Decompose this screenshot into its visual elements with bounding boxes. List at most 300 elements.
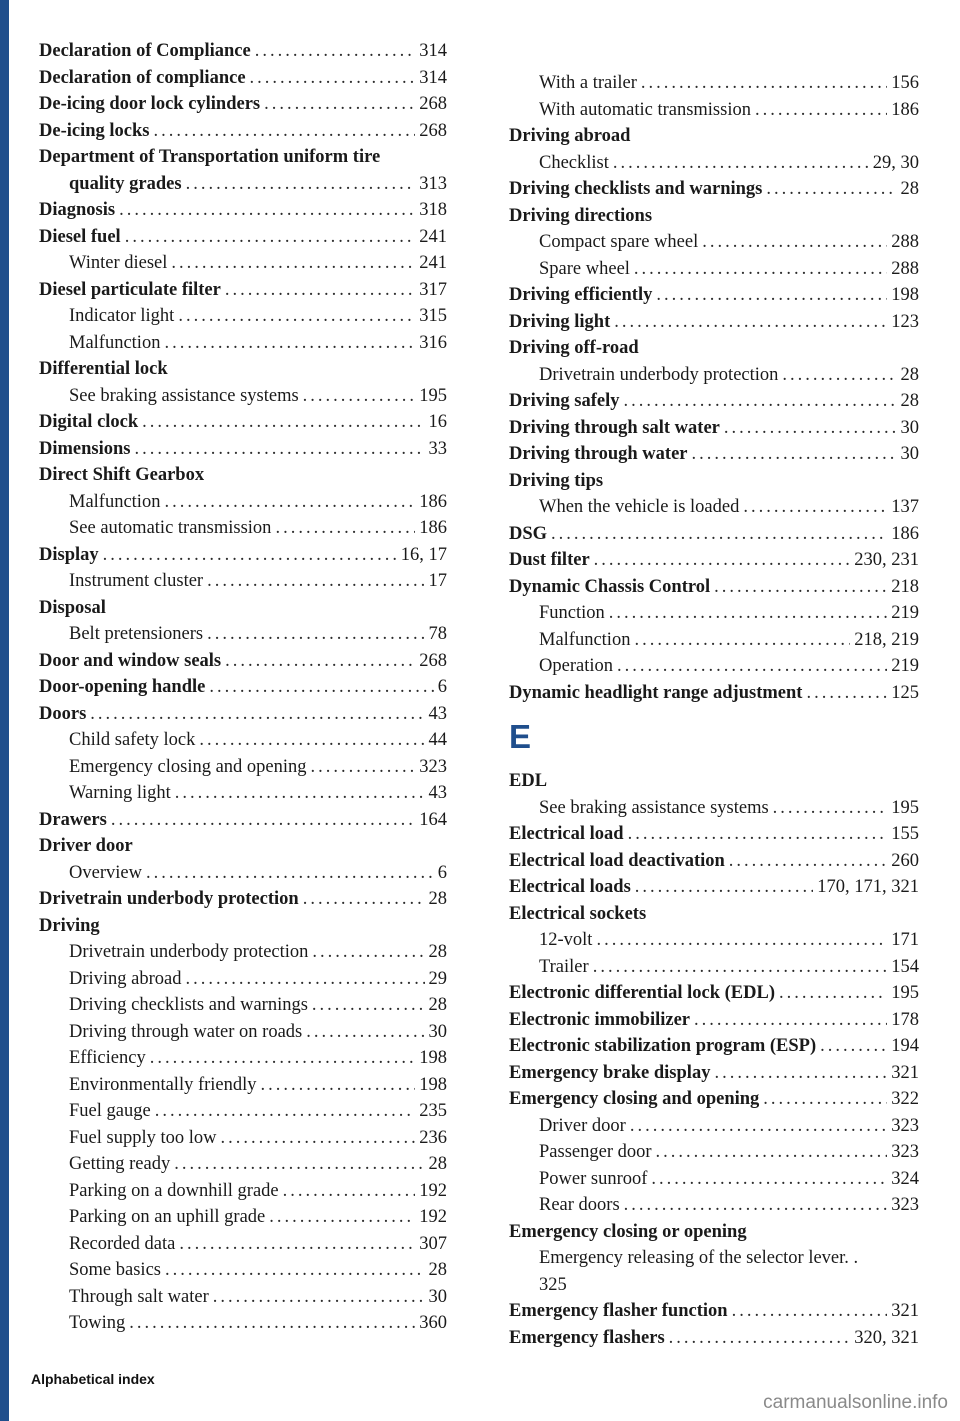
index-entry-label: Driving abroad — [69, 968, 182, 989]
index-entry-pages: 322 — [891, 1089, 919, 1109]
index-entry-pages: 230, 231 — [854, 550, 919, 570]
index-entry-label: Warning light — [69, 783, 171, 803]
index-entry — [39, 886, 447, 913]
index-entry-pages: 156 — [891, 73, 919, 93]
index-entry-label: Emergency closing or opening — [509, 1221, 747, 1242]
index-entry — [509, 901, 919, 928]
index-entry-label: Fuel gauge — [69, 1101, 151, 1121]
index-entry-label: Malfunction — [539, 629, 631, 650]
index-entry — [509, 980, 919, 1007]
dot-leader — [146, 860, 434, 887]
index-entry-pages: 320, 321 — [854, 1327, 919, 1348]
index-entry-pages: 268 — [419, 650, 447, 671]
index-entry-pages: 360 — [419, 1313, 447, 1333]
dot-leader — [623, 388, 896, 415]
index-entry — [39, 38, 447, 65]
dot-leader — [150, 1045, 416, 1072]
index-entry-label: Instrument cluster — [69, 571, 204, 591]
index-entry — [39, 118, 447, 145]
index-entry — [509, 848, 919, 875]
index-entry-pages: 236 — [419, 1127, 447, 1148]
dot-leader — [207, 568, 424, 595]
index-entry — [509, 335, 919, 362]
index-entry-pages: 218, 219 — [854, 629, 919, 650]
index-entry-pages: 28 — [900, 364, 919, 385]
index-entry-label: Driving directions — [509, 205, 653, 226]
page-footer: Alphabetical index — [31, 1371, 155, 1387]
dot-leader — [609, 600, 887, 627]
index-entry-label: With a trailer — [539, 73, 637, 93]
index-column-left — [39, 38, 447, 1337]
dot-leader — [119, 197, 415, 224]
index-entry-pages: 16 — [428, 412, 447, 432]
index-entry-pages: 198 — [419, 1048, 447, 1068]
dot-leader — [669, 1325, 851, 1352]
dot-leader — [179, 1231, 415, 1258]
index-entry — [39, 197, 447, 224]
index-entry-label: Differential lock — [39, 359, 168, 379]
dot-leader — [175, 780, 425, 807]
index-entry-label: quality grades — [69, 173, 182, 194]
index-entry-pages: 6 — [437, 862, 447, 883]
index-entry-pages: 155 — [891, 824, 919, 844]
index-entry — [509, 954, 919, 981]
index-entry-label: Towing — [69, 1313, 126, 1333]
dot-leader — [164, 489, 415, 516]
index-entry-pages: 323 — [891, 1142, 919, 1162]
index-entry-label: DSG — [509, 523, 548, 544]
index-entry-label: 325 — [539, 1274, 567, 1295]
dot-leader — [551, 521, 887, 548]
index-entry — [39, 356, 447, 383]
index-entry-label: Emergency flashers — [509, 1327, 665, 1348]
dot-leader — [634, 256, 887, 283]
index-entry — [39, 913, 447, 940]
index-entry — [39, 277, 447, 304]
index-entry-label: 12-volt — [539, 930, 593, 950]
index-entry-label: Driving checklists and warnings — [69, 995, 308, 1015]
index-entry-pages: 28 — [900, 391, 919, 411]
index-entry-pages: 198 — [891, 285, 919, 305]
index-entry-pages: 195 — [419, 385, 447, 406]
index-group-e — [509, 768, 919, 1351]
dot-leader — [714, 574, 887, 601]
dot-leader — [651, 1166, 887, 1193]
index-entry-label: Doors — [39, 703, 87, 724]
index-entry-pages: 28 — [428, 942, 447, 962]
index-entry-label: Electrical load deactivation — [509, 850, 725, 871]
index-entry — [39, 1072, 447, 1099]
index-entry-label: Driving abroad — [509, 126, 631, 146]
index-entry-label: Driving light — [509, 311, 611, 332]
dot-leader — [207, 621, 424, 648]
index-entry-pages: 307 — [419, 1233, 447, 1254]
index-entry-label: Child safety lock — [69, 730, 196, 750]
index-entry-pages: 314 — [419, 67, 447, 88]
index-entry-label: Power sunroof — [539, 1168, 648, 1189]
dot-leader — [303, 886, 425, 913]
index-entry-pages: 30 — [900, 444, 919, 464]
index-entry-label: Dynamic headlight range adjustment — [509, 682, 803, 703]
dot-leader — [209, 674, 433, 701]
index-entry-pages: 288 — [891, 258, 919, 279]
index-entry-pages: 30 — [900, 417, 919, 438]
index-entry-pages: 321 — [891, 1301, 919, 1321]
index-entry — [39, 1151, 447, 1178]
index-entry — [39, 1098, 447, 1125]
dot-leader — [186, 966, 425, 993]
index-entry — [39, 1257, 447, 1284]
index-entry — [39, 489, 447, 516]
index-entry — [39, 807, 447, 834]
dot-leader — [613, 150, 869, 177]
index-entry-label: Efficiency — [69, 1048, 146, 1068]
index-entry-label: Driver door — [39, 836, 133, 856]
index-entry — [509, 468, 919, 495]
index-entry-label: Through salt water — [69, 1286, 209, 1307]
index-entry-label: Compact spare wheel — [539, 232, 699, 252]
index-entry — [509, 653, 919, 680]
index-entry-pages: 235 — [419, 1101, 447, 1121]
index-entry-label: See braking assistance systems — [69, 385, 299, 406]
dot-leader — [186, 171, 416, 198]
index-entry-label: Disposal — [39, 597, 106, 618]
index-entry-pages: 198 — [419, 1074, 447, 1095]
index-entry-label: Passenger door — [539, 1142, 652, 1162]
index-entry — [509, 415, 919, 442]
index-entry — [509, 1325, 919, 1352]
index-entry — [509, 547, 919, 574]
index-entry — [39, 1310, 447, 1337]
index-entry-pages: 178 — [891, 1009, 919, 1030]
dot-leader — [624, 1192, 888, 1219]
index-entry-pages: 260 — [891, 850, 919, 871]
dot-leader — [178, 303, 415, 330]
dot-leader — [614, 309, 887, 336]
index-entry-label: Driving safely — [509, 391, 620, 411]
index-entry — [39, 462, 447, 489]
index-entry — [509, 821, 919, 848]
index-entry — [39, 1045, 447, 1072]
index-entry — [39, 91, 447, 118]
index-entry-label: Fuel supply too low — [69, 1127, 217, 1148]
index-entry-pages: 324 — [891, 1168, 919, 1189]
index-entry-label: Electronic differential lock (EDL) — [509, 983, 775, 1003]
index-entry-label: Drivetrain underbody protection — [39, 889, 299, 909]
index-entry — [509, 256, 919, 283]
index-entry — [39, 515, 447, 542]
index-entry-label: Electrical loads — [509, 877, 631, 897]
index-entry — [39, 966, 447, 993]
index-entry-pages: 170, 171, 321 — [817, 877, 919, 897]
index-entry-label: Winter diesel — [69, 253, 168, 273]
index-entry-pages: 241 — [419, 253, 447, 273]
index-entry-label: Dimensions — [39, 438, 131, 459]
dot-leader — [312, 939, 424, 966]
index-entry — [509, 1007, 919, 1034]
dot-leader — [724, 415, 897, 442]
index-entry-pages: 17 — [428, 571, 447, 591]
dot-leader — [155, 1098, 416, 1125]
index-entry-label: EDL — [509, 771, 548, 791]
index-entry-label: When the vehicle is loaded — [539, 497, 740, 517]
dot-leader — [630, 1113, 887, 1140]
index-entry — [39, 1231, 447, 1258]
dot-leader — [656, 282, 887, 309]
index-entry — [509, 574, 919, 601]
index-entry-pages: 316 — [419, 332, 447, 353]
dot-leader — [766, 176, 896, 203]
index-group-d — [509, 70, 919, 706]
dot-leader — [763, 1086, 887, 1113]
index-entry — [509, 600, 919, 627]
watermark: carmanualsonline.info — [763, 1392, 948, 1413]
index-entry — [39, 780, 447, 807]
index-entry-pages: 268 — [419, 94, 447, 114]
dot-leader — [221, 1125, 416, 1152]
index-entry-label: Driver door — [539, 1115, 626, 1136]
index-entry-label: Electrical load — [509, 824, 624, 844]
index-entry — [509, 1139, 919, 1166]
index-entry — [509, 176, 919, 203]
index-entry — [509, 494, 919, 521]
index-entry — [39, 542, 447, 569]
index-entry-label: Indicator light — [69, 306, 175, 326]
index-entry — [509, 309, 919, 336]
dot-leader — [261, 1072, 416, 1099]
index-entry-label: Driving efficiently — [509, 285, 653, 305]
index-entry-label: Driving through salt water — [509, 417, 720, 438]
dot-leader — [779, 980, 887, 1007]
index-entry-label: Electronic stabilization program (ESP) — [509, 1036, 817, 1056]
index-entry-pages: 186 — [419, 491, 447, 512]
index-entry — [509, 627, 919, 654]
dot-leader — [311, 754, 416, 781]
dot-leader — [593, 954, 888, 981]
index-entry-pages: 28 — [900, 179, 919, 199]
dot-leader — [820, 1033, 887, 1060]
index-entry — [39, 621, 447, 648]
index-entry-label: Drawers — [39, 809, 107, 830]
index-entry-pages: 43 — [428, 703, 447, 724]
index-entry-pages: 137 — [891, 497, 919, 517]
index-entry — [39, 674, 447, 701]
dot-leader — [174, 1151, 424, 1178]
index-entry-pages: 241 — [419, 226, 447, 247]
index-entry-label: Department of Transportation uniform tire — [39, 147, 381, 167]
dot-leader — [225, 648, 415, 675]
dot-leader — [213, 1284, 425, 1311]
index-entry-pages: 219 — [891, 603, 919, 623]
dot-leader — [303, 383, 416, 410]
index-entry-pages: 315 — [419, 306, 447, 326]
index-entry-label: Direct Shift Gearbox — [39, 465, 205, 485]
dot-leader — [165, 1257, 425, 1284]
index-entry-pages: 123 — [891, 311, 919, 332]
index-entry-label: Driving off-road — [509, 338, 639, 358]
index-entry — [39, 992, 447, 1019]
dot-leader — [171, 250, 415, 277]
index-entry — [509, 97, 919, 124]
index-entry-label: Malfunction — [69, 332, 161, 353]
index-entry-label: Operation — [539, 656, 613, 676]
dot-leader — [694, 1007, 887, 1034]
index-entry — [39, 939, 447, 966]
index-entry-label: Emergency releasing of the selector lever. . — [539, 1248, 859, 1268]
dot-leader — [714, 1060, 887, 1087]
index-entry — [39, 171, 447, 198]
index-entry — [509, 1272, 919, 1299]
index-entry-pages: 43 — [428, 783, 447, 803]
dot-leader — [250, 65, 416, 92]
index-entry-pages: 28 — [428, 1154, 447, 1174]
index-entry — [509, 1192, 919, 1219]
index-column-right — [509, 70, 919, 1351]
index-entry — [509, 1060, 919, 1087]
dot-leader — [617, 653, 887, 680]
index-entry-pages: 29, 30 — [872, 152, 919, 173]
index-entry-pages: 171 — [891, 930, 919, 950]
index-entry-pages: 186 — [419, 518, 447, 538]
index-entry-label: Parking on an uphill grade — [69, 1207, 266, 1227]
index-entry-pages: 29 — [428, 968, 447, 989]
index-entry-pages: 219 — [891, 656, 919, 676]
dot-leader — [142, 409, 424, 436]
dot-leader — [782, 362, 896, 389]
index-entry-pages: 314 — [419, 41, 447, 61]
index-entry-label: Recorded data — [69, 1233, 176, 1254]
index-entry-label: Emergency brake display — [509, 1062, 711, 1083]
index-entry-pages: 195 — [891, 797, 919, 818]
index-entry-pages: 321 — [891, 1062, 919, 1083]
index-entry-pages: 28 — [428, 1260, 447, 1280]
index-entry-pages: 194 — [891, 1036, 919, 1056]
index-entry-label: Parking on a downhill grade — [69, 1180, 279, 1201]
index-entry-pages: 323 — [419, 756, 447, 777]
index-entry — [509, 874, 919, 901]
index-entry-pages: 192 — [419, 1180, 447, 1201]
dot-leader — [135, 436, 425, 463]
index-entry-pages: 16, 17 — [400, 544, 447, 565]
index-entry-pages: 318 — [419, 200, 447, 220]
index-entry-label: See braking assistance systems — [539, 797, 769, 818]
index-entry-pages: 78 — [428, 624, 447, 644]
index-entry-label: Drivetrain underbody protection — [69, 942, 309, 962]
index-entry-label: Trailer — [539, 956, 589, 977]
index-entry-pages: 28 — [428, 995, 447, 1015]
index-entry-label: Driving through water on roads — [69, 1021, 303, 1042]
dot-leader — [634, 627, 850, 654]
index-entry — [39, 65, 447, 92]
index-entry — [39, 303, 447, 330]
index-entry — [39, 1284, 447, 1311]
index-entry — [39, 250, 447, 277]
index-entry-pages: 313 — [419, 173, 447, 194]
index-entry-pages: 323 — [891, 1115, 919, 1136]
index-entry-label: Belt pretensioners — [69, 624, 204, 644]
index-entry-label: Declaration of Compliance — [39, 41, 251, 61]
index-entry — [39, 754, 447, 781]
index-entry — [509, 1166, 919, 1193]
index-entry-pages: 30 — [428, 1021, 447, 1042]
index-entry-pages: 317 — [419, 279, 447, 300]
index-entry — [39, 1019, 447, 1046]
index-entry — [39, 1125, 447, 1152]
index-entry — [39, 701, 447, 728]
index-entry — [39, 144, 447, 171]
index-entry-pages: 218 — [891, 576, 919, 597]
dot-leader — [306, 1019, 424, 1046]
index-entry-label: See automatic transmission — [69, 518, 272, 538]
section-letter: E — [509, 718, 532, 755]
index-entry-pages: 164 — [419, 809, 447, 830]
dot-leader — [755, 97, 887, 124]
index-entry — [39, 568, 447, 595]
index-entry — [39, 383, 447, 410]
dot-leader — [90, 701, 424, 728]
index-entry-label: Dust filter — [509, 550, 590, 570]
index-entry — [509, 680, 919, 707]
dot-leader — [283, 1178, 416, 1205]
index-entry-pages: 268 — [419, 120, 447, 141]
dot-leader — [635, 874, 813, 901]
index-entry — [39, 224, 447, 251]
dot-leader — [125, 224, 416, 251]
index-entry-pages: 125 — [891, 682, 919, 703]
index-entry — [509, 150, 919, 177]
index-entry-label: Door-opening handle — [39, 677, 206, 697]
index-entry — [509, 229, 919, 256]
index-entry — [509, 441, 919, 468]
index-entry-label: Overview — [69, 862, 142, 883]
index-entry-label: Diesel fuel — [39, 226, 121, 247]
index-entry-label: Getting ready — [69, 1154, 171, 1174]
index-entry-pages: 30 — [428, 1286, 447, 1307]
index-entry — [509, 768, 919, 795]
index-entry — [509, 795, 919, 822]
section-letter-heading — [509, 706, 919, 768]
index-entry-pages: 33 — [428, 438, 447, 459]
index-entry-pages: 6 — [437, 677, 447, 697]
dot-leader — [199, 727, 424, 754]
index-entry — [39, 595, 447, 622]
index-entry — [39, 330, 447, 357]
index-entry-label: Display — [39, 544, 99, 565]
index-entry — [509, 123, 919, 150]
index-entry — [509, 1033, 919, 1060]
index-entry-pages: 44 — [428, 730, 447, 750]
dot-leader — [702, 229, 887, 256]
index-entry-pages: 192 — [419, 1207, 447, 1227]
index-entry-label: Malfunction — [69, 491, 161, 512]
dot-leader — [806, 680, 887, 707]
index-entry-pages: 154 — [891, 956, 919, 977]
index-entry-pages: 186 — [891, 523, 919, 544]
dot-leader — [129, 1310, 415, 1337]
index-entry — [509, 388, 919, 415]
dot-leader — [255, 38, 416, 65]
index-entry — [509, 362, 919, 389]
index-entry — [509, 203, 919, 230]
index-entry-label: With automatic transmission — [539, 99, 751, 120]
index-entry-label: De-icing door lock cylinders — [39, 94, 261, 114]
dot-leader — [225, 277, 415, 304]
index-entry — [39, 833, 447, 860]
index-entry-pages: 186 — [891, 99, 919, 120]
index-entry-label: Function — [539, 603, 605, 623]
index-entry-label: Driving checklists and warnings — [509, 179, 763, 199]
index-entry — [509, 1219, 919, 1246]
